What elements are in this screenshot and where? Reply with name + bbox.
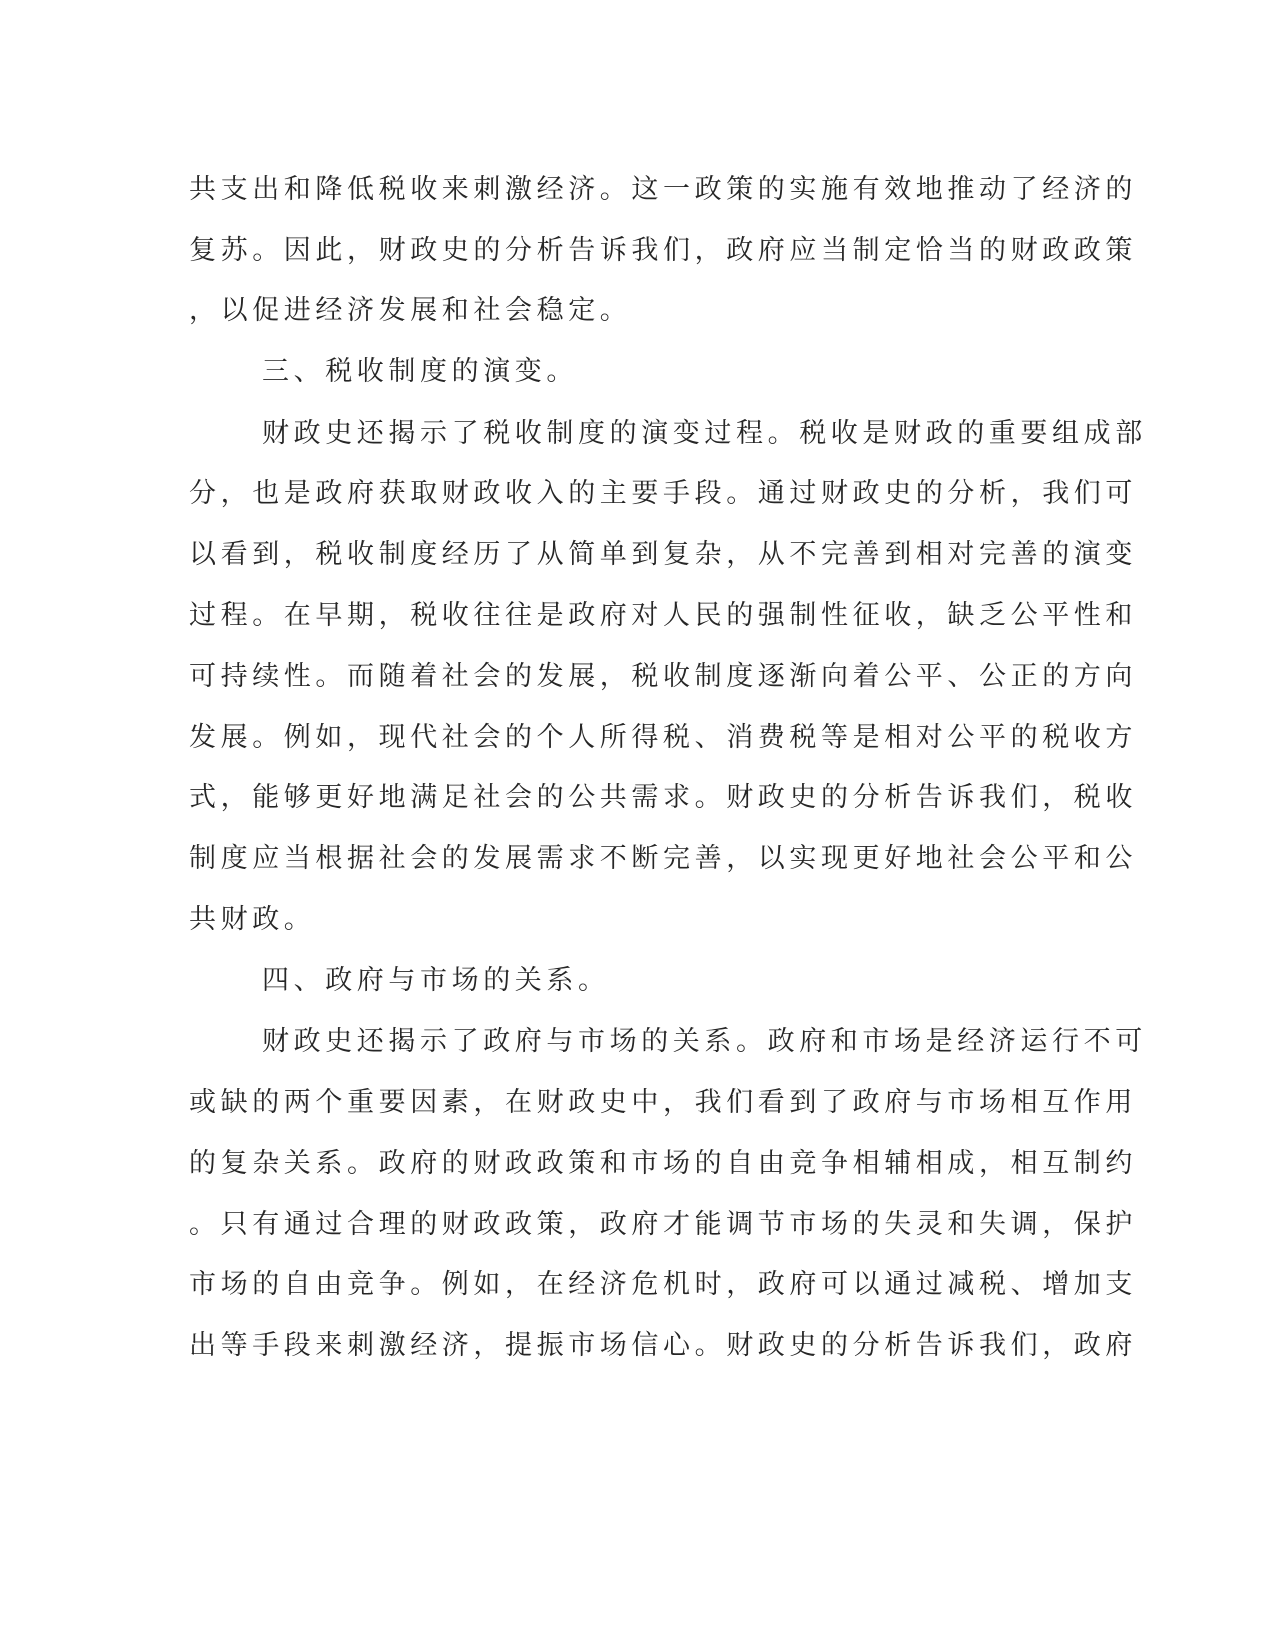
paragraph-line: 过程。在早期，税收往往是政府对人民的强制性征收，缺乏公平性和	[189, 600, 1137, 631]
paragraph-line: 分，也是政府获取财政收入的主要手段。通过财政史的分析，我们可	[189, 478, 1137, 509]
paragraph-line: 的复杂关系。政府的财政政策和市场的自由竞争相辅相成，相互制约	[189, 1148, 1137, 1179]
paragraph-line: 发展。例如，现代社会的个人所得税、消费税等是相对公平的税收方	[189, 722, 1137, 753]
paragraph-line: 共财政。	[189, 904, 316, 935]
paragraph-line: 财政史还揭示了税收制度的演变过程。税收是财政的重要组成部	[262, 418, 1147, 449]
section-heading: 三、税收制度的演变。	[262, 356, 578, 387]
paragraph-line: 或缺的两个重要因素，在财政史中，我们看到了政府与市场相互作用	[189, 1087, 1137, 1118]
paragraph-line: 复苏。因此，财政史的分析告诉我们，政府应当制定恰当的财政政策	[189, 235, 1137, 266]
paragraph-line: 可持续性。而随着社会的发展，税收制度逐渐向着公平、公正的方向	[189, 661, 1137, 692]
section-heading: 四、政府与市场的关系。	[262, 965, 610, 996]
paragraph-line: 市场的自由竞争。例如，在经济危机时，政府可以通过减税、增加支	[189, 1269, 1137, 1300]
paragraph-line: 制度应当根据社会的发展需求不断完善，以实现更好地社会公平和公	[189, 843, 1137, 874]
paragraph-line: 以看到，税收制度经历了从简单到复杂，从不完善到相对完善的演变	[189, 539, 1137, 570]
paragraph-line: 。只有通过合理的财政政策，政府才能调节市场的失灵和失调，保护	[189, 1209, 1137, 1240]
paragraph-line: ，以促进经济发展和社会稳定。	[189, 295, 632, 326]
paragraph-line: 式，能够更好地满足社会的公共需求。财政史的分析告诉我们，税收	[189, 782, 1137, 813]
paragraph-line: 财政史还揭示了政府与市场的关系。政府和市场是经济运行不可	[262, 1026, 1147, 1057]
paragraph-line: 出等手段来刺激经济，提振市场信心。财政史的分析告诉我们，政府	[189, 1330, 1137, 1361]
paragraph-line: 共支出和降低税收来刺激经济。这一政策的实施有效地推动了经济的	[189, 174, 1137, 205]
